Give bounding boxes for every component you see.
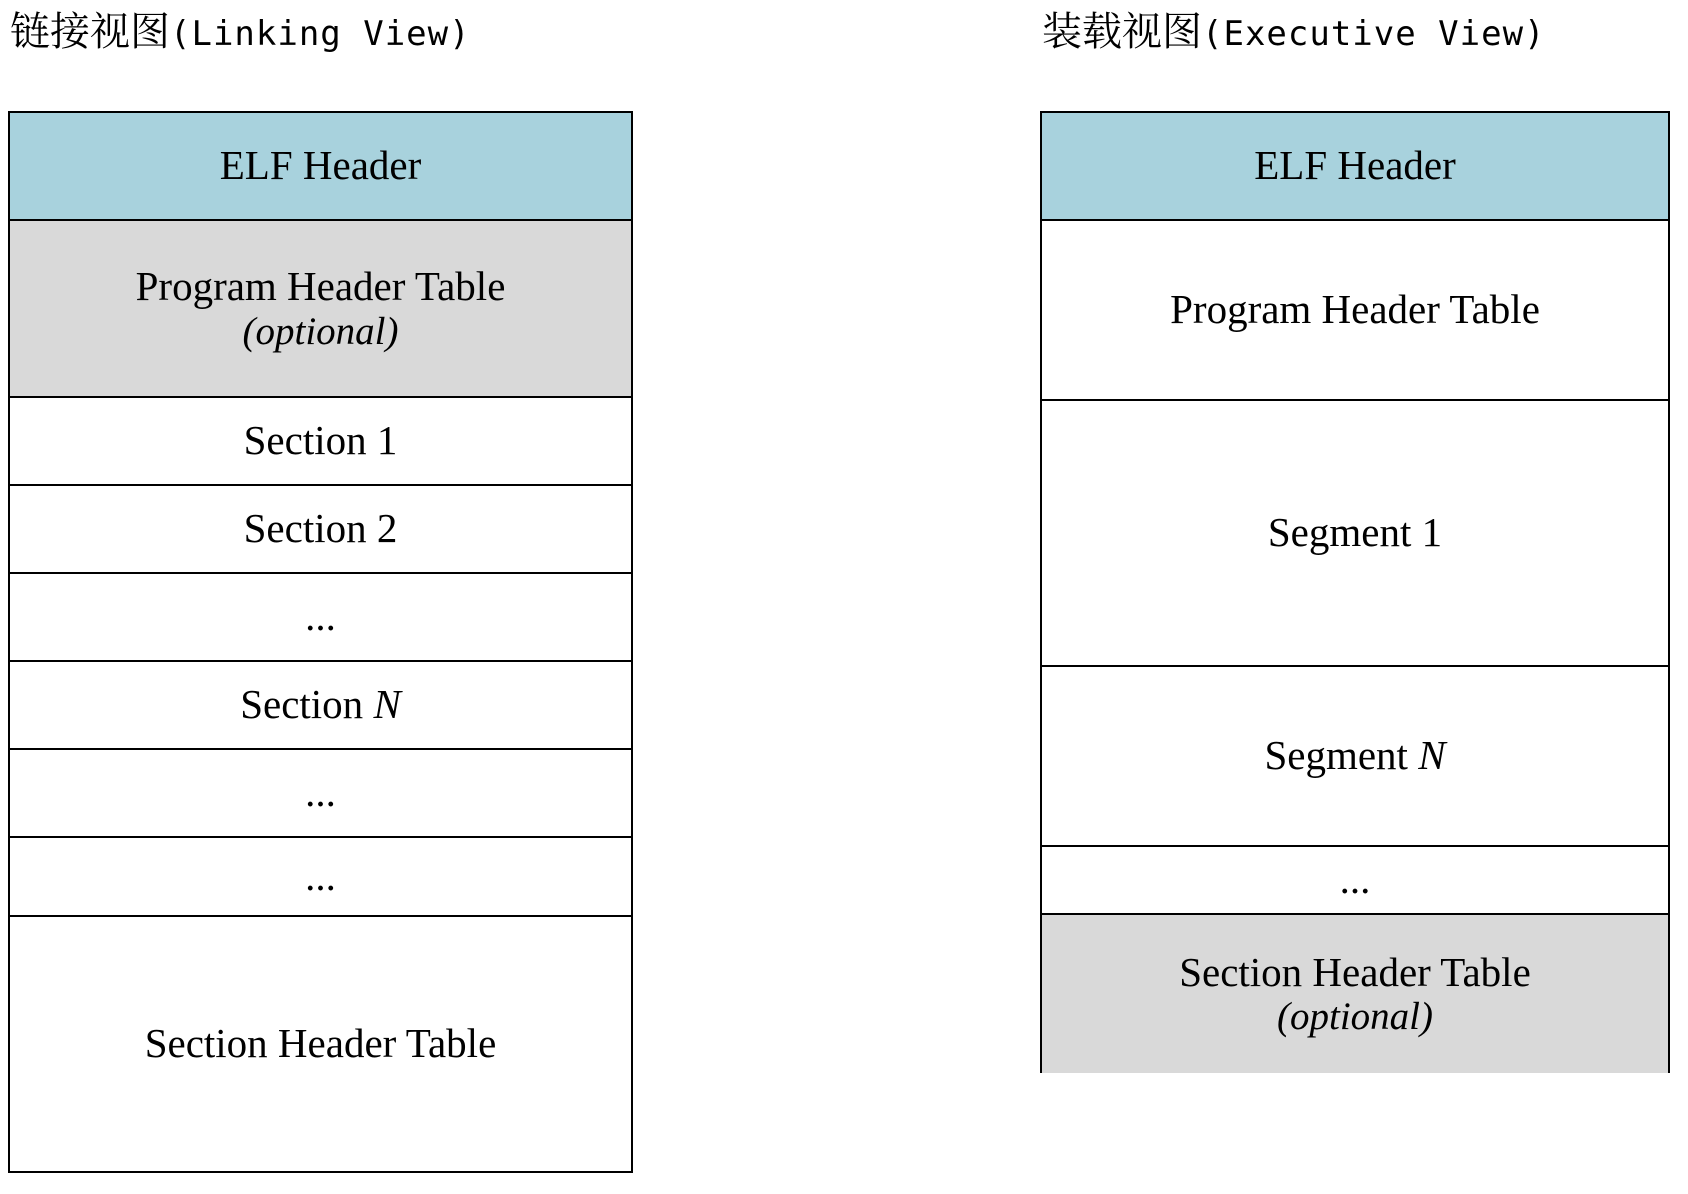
row-program-header-table (10, 221, 631, 398)
row-label: ELF Header (219, 142, 422, 189)
row-label (240, 681, 401, 728)
row-label: Section Header Table (144, 1020, 497, 1067)
linking-view-title-en: (Linking View) (170, 14, 471, 54)
row-section-2 (10, 486, 631, 574)
executive-view-title-en: (Executive View) (1202, 14, 1546, 54)
row-program-header-table (1042, 221, 1668, 401)
executive-view (1040, 0, 1670, 1039)
row-section-header-table (1042, 915, 1668, 1073)
row-label-sub: (optional) (1277, 995, 1433, 1039)
linking-view-table (8, 111, 633, 1173)
executive-view-table (1040, 111, 1670, 1073)
row-elf-header (10, 113, 631, 221)
row-label: ... (305, 593, 336, 640)
linking-view (8, 0, 638, 1067)
row-elf-header (1042, 113, 1668, 221)
row-segment-1 (1042, 401, 1668, 667)
row-ellipsis-3 (10, 838, 631, 917)
row-label: ... (305, 769, 336, 816)
row-label: Section 1 (243, 417, 398, 464)
row-ellipsis-1 (1042, 847, 1668, 915)
executive-view-title (1040, 0, 1670, 66)
row-label (136, 263, 506, 353)
row-label-main: Section N (240, 681, 401, 728)
row-label: ELF Header (1254, 142, 1456, 189)
linking-view-title-cn: 链接视图 (10, 9, 170, 54)
row-segment-n (1042, 667, 1668, 847)
row-section-n (10, 662, 631, 750)
row-label (1264, 732, 1445, 779)
row-label-main: Segment N (1264, 732, 1446, 779)
row-label: Segment 1 (1267, 509, 1443, 556)
row-label: ... (305, 852, 336, 899)
linking-view-title (8, 0, 638, 66)
row-label-main: Section Header Table (1179, 948, 1531, 995)
row-label (1179, 949, 1531, 1039)
row-label: Section 2 (243, 505, 398, 552)
row-section-1 (10, 398, 631, 486)
row-label-main: Program Header Table (135, 263, 506, 310)
row-label-sub: (optional) (242, 309, 399, 353)
executive-view-title-cn: 装载视图 (1042, 9, 1202, 54)
row-label: ... (1339, 856, 1371, 903)
row-section-header-table (10, 917, 631, 1171)
row-label: Program Header Table (1170, 286, 1540, 333)
row-ellipsis-2 (10, 750, 631, 838)
row-ellipsis-1 (10, 574, 631, 662)
